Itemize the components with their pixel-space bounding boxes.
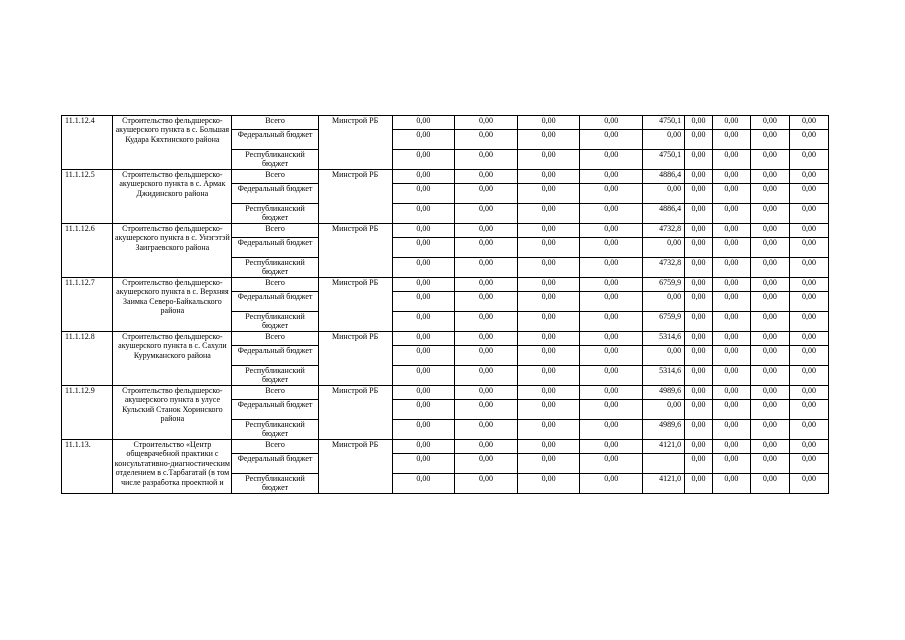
value-cell: 0,00 bbox=[712, 224, 750, 238]
value-cell: 0,00 bbox=[789, 346, 828, 366]
value-cell: 0,00 bbox=[789, 474, 828, 494]
value-cell: 0,00 bbox=[750, 366, 789, 386]
value-cell: 0,00 bbox=[685, 150, 713, 170]
value-cell: 5314,6 bbox=[643, 366, 685, 386]
value-cell: 0,00 bbox=[685, 258, 713, 278]
value-cell: 0,00 bbox=[712, 440, 750, 454]
value-cell: 0,00 bbox=[580, 150, 643, 170]
value-cell: 0,00 bbox=[789, 278, 828, 292]
value-cell: 0,00 bbox=[712, 366, 750, 386]
value-cell: 0,00 bbox=[712, 204, 750, 224]
value-cell: 0,00 bbox=[455, 440, 518, 454]
value-cell: 4732,8 bbox=[643, 224, 685, 238]
value-cell: 6759,9 bbox=[643, 312, 685, 332]
value-cell: 0,00 bbox=[517, 170, 580, 184]
value-cell: 0,00 bbox=[517, 386, 580, 400]
value-cell: 0,00 bbox=[517, 400, 580, 420]
value-cell: 4989,6 bbox=[643, 386, 685, 400]
value-cell: 0,00 bbox=[750, 258, 789, 278]
value-cell: 0,00 bbox=[392, 440, 455, 454]
value-cell: 0,00 bbox=[580, 332, 643, 346]
value-cell: 0,00 bbox=[580, 224, 643, 238]
value-cell: 0,00 bbox=[643, 400, 685, 420]
value-cell: 0,00 bbox=[643, 184, 685, 204]
value-cell: 0,00 bbox=[580, 292, 643, 312]
value-cell: 0,00 bbox=[392, 258, 455, 278]
value-cell: 0,00 bbox=[517, 278, 580, 292]
value-cell: 0,00 bbox=[517, 204, 580, 224]
table-row bbox=[62, 116, 829, 130]
value-cell: 0,00 bbox=[517, 130, 580, 150]
value-cell: 0,00 bbox=[455, 454, 518, 474]
value-cell: 0,00 bbox=[580, 278, 643, 292]
value-cell: 0,00 bbox=[580, 454, 643, 474]
value-cell: 0,00 bbox=[685, 116, 713, 130]
item-code: 11.1.12.7 bbox=[62, 278, 113, 332]
funding-source: Федеральный бюджет bbox=[232, 454, 318, 474]
value-cell: 0,00 bbox=[455, 474, 518, 494]
value-cell: 0,00 bbox=[750, 332, 789, 346]
value-cell: 0,00 bbox=[517, 346, 580, 366]
value-cell: 0,00 bbox=[392, 312, 455, 332]
value-cell: 0,00 bbox=[392, 400, 455, 420]
value-cell: 0,00 bbox=[685, 366, 713, 386]
value-cell: 0,00 bbox=[750, 386, 789, 400]
executor: Минстрой РБ bbox=[318, 332, 392, 386]
value-cell: 0,00 bbox=[789, 312, 828, 332]
value-cell bbox=[643, 454, 685, 474]
value-cell: 0,00 bbox=[712, 170, 750, 184]
funding-source: Федеральный бюджет bbox=[232, 130, 318, 150]
value-cell: 0,00 bbox=[712, 400, 750, 420]
value-cell: 0,00 bbox=[712, 454, 750, 474]
value-cell: 0,00 bbox=[750, 312, 789, 332]
funding-source: Всего bbox=[232, 116, 318, 130]
value-cell: 0,00 bbox=[580, 170, 643, 184]
value-cell: 0,00 bbox=[392, 292, 455, 312]
value-cell: 6759,9 bbox=[643, 278, 685, 292]
funding-source: Всего bbox=[232, 170, 318, 184]
funding-source: Всего bbox=[232, 224, 318, 238]
value-cell: 0,00 bbox=[685, 386, 713, 400]
value-cell: 0,00 bbox=[685, 292, 713, 312]
value-cell: 0,00 bbox=[580, 184, 643, 204]
value-cell: 0,00 bbox=[392, 150, 455, 170]
value-cell: 0,00 bbox=[789, 292, 828, 312]
value-cell: 0,00 bbox=[455, 292, 518, 312]
value-cell: 0,00 bbox=[517, 420, 580, 440]
value-cell: 0,00 bbox=[517, 332, 580, 346]
value-cell: 0,00 bbox=[789, 204, 828, 224]
table-row bbox=[62, 386, 829, 400]
value-cell: 0,00 bbox=[750, 184, 789, 204]
value-cell: 0,00 bbox=[643, 238, 685, 258]
value-cell: 4886,4 bbox=[643, 204, 685, 224]
funding-source: Республиканский бюджет bbox=[232, 150, 318, 170]
value-cell: 0,00 bbox=[789, 258, 828, 278]
value-cell: 0,00 bbox=[455, 150, 518, 170]
value-cell: 0,00 bbox=[392, 332, 455, 346]
executor: Минстрой РБ bbox=[318, 116, 392, 170]
value-cell: 4989,6 bbox=[643, 420, 685, 440]
value-cell: 0,00 bbox=[392, 184, 455, 204]
funding-source: Федеральный бюджет bbox=[232, 292, 318, 312]
value-cell: 0,00 bbox=[455, 400, 518, 420]
funding-source: Всего bbox=[232, 278, 318, 292]
value-cell: 0,00 bbox=[455, 420, 518, 440]
item-code: 11.1.12.6 bbox=[62, 224, 113, 278]
value-cell: 0,00 bbox=[685, 278, 713, 292]
value-cell: 0,00 bbox=[685, 346, 713, 366]
value-cell: 0,00 bbox=[712, 150, 750, 170]
value-cell: 4732,8 bbox=[643, 258, 685, 278]
funding-source: Всего bbox=[232, 332, 318, 346]
value-cell: 0,00 bbox=[712, 238, 750, 258]
value-cell: 0,00 bbox=[685, 238, 713, 258]
value-cell: 5314,6 bbox=[643, 332, 685, 346]
item-code: 11.1.12.4 bbox=[62, 116, 113, 170]
value-cell: 0,00 bbox=[685, 184, 713, 204]
value-cell: 0,00 bbox=[712, 278, 750, 292]
value-cell: 0,00 bbox=[455, 366, 518, 386]
value-cell: 0,00 bbox=[685, 400, 713, 420]
value-cell: 0,00 bbox=[685, 420, 713, 440]
value-cell: 0,00 bbox=[392, 130, 455, 150]
value-cell: 0,00 bbox=[455, 386, 518, 400]
value-cell: 0,00 bbox=[455, 130, 518, 150]
value-cell: 0,00 bbox=[685, 332, 713, 346]
funding-source: Республиканский бюджет bbox=[232, 204, 318, 224]
value-cell: 4750,1 bbox=[643, 150, 685, 170]
value-cell: 0,00 bbox=[712, 184, 750, 204]
item-name: Строительство фельдшерско-акушерского пункта в с. Унэгэтэй Заиграевского района bbox=[113, 224, 232, 278]
item-name: Строительство фельдшерско-акушерского пункта в с. Большая Кудара Кяхтинского района bbox=[113, 116, 232, 170]
value-cell: 0,00 bbox=[392, 474, 455, 494]
executor: Минстрой РБ bbox=[318, 224, 392, 278]
value-cell: 0,00 bbox=[685, 224, 713, 238]
item-name: Строительство фельдшерско-акушерского пункта в с. Верхняя Заимка Северо-Байкальского района bbox=[113, 278, 232, 332]
value-cell: 0,00 bbox=[455, 204, 518, 224]
value-cell: 0,00 bbox=[789, 420, 828, 440]
value-cell: 4121,0 bbox=[643, 474, 685, 494]
value-cell: 0,00 bbox=[750, 292, 789, 312]
value-cell: 0,00 bbox=[517, 116, 580, 130]
executor: Минстрой РБ bbox=[318, 278, 392, 332]
value-cell: 0,00 bbox=[712, 332, 750, 346]
value-cell: 0,00 bbox=[685, 474, 713, 494]
value-cell: 0,00 bbox=[685, 130, 713, 150]
value-cell: 0,00 bbox=[580, 400, 643, 420]
value-cell: 0,00 bbox=[643, 346, 685, 366]
value-cell: 0,00 bbox=[685, 312, 713, 332]
value-cell: 0,00 bbox=[580, 204, 643, 224]
value-cell: 0,00 bbox=[750, 238, 789, 258]
value-cell: 0,00 bbox=[517, 224, 580, 238]
funding-source: Всего bbox=[232, 440, 318, 454]
funding-source: Всего bbox=[232, 386, 318, 400]
value-cell: 0,00 bbox=[517, 292, 580, 312]
value-cell: 0,00 bbox=[750, 150, 789, 170]
value-cell: 0,00 bbox=[517, 238, 580, 258]
item-code: 11.1.13. bbox=[62, 440, 113, 494]
value-cell: 0,00 bbox=[750, 224, 789, 238]
funding-source: Федеральный бюджет bbox=[232, 184, 318, 204]
table-row bbox=[62, 170, 829, 184]
value-cell: 0,00 bbox=[517, 474, 580, 494]
value-cell: 0,00 bbox=[517, 312, 580, 332]
value-cell: 0,00 bbox=[712, 474, 750, 494]
value-cell: 0,00 bbox=[712, 130, 750, 150]
value-cell: 0,00 bbox=[580, 130, 643, 150]
value-cell: 0,00 bbox=[517, 454, 580, 474]
value-cell: 0,00 bbox=[392, 204, 455, 224]
value-cell: 0,00 bbox=[580, 238, 643, 258]
item-code: 11.1.12.9 bbox=[62, 386, 113, 440]
table-body bbox=[62, 116, 829, 494]
value-cell: 0,00 bbox=[750, 116, 789, 130]
value-cell: 0,00 bbox=[789, 238, 828, 258]
funding-source: Федеральный бюджет bbox=[232, 346, 318, 366]
value-cell: 0,00 bbox=[392, 278, 455, 292]
value-cell: 0,00 bbox=[750, 170, 789, 184]
value-cell: 4886,4 bbox=[643, 170, 685, 184]
budget-table bbox=[61, 115, 829, 494]
value-cell: 0,00 bbox=[455, 224, 518, 238]
value-cell: 0,00 bbox=[789, 454, 828, 474]
value-cell: 0,00 bbox=[580, 440, 643, 454]
value-cell: 0,00 bbox=[455, 116, 518, 130]
value-cell: 0,00 bbox=[392, 170, 455, 184]
value-cell: 0,00 bbox=[789, 170, 828, 184]
value-cell: 0,00 bbox=[685, 454, 713, 474]
value-cell: 0,00 bbox=[789, 400, 828, 420]
value-cell: 0,00 bbox=[580, 312, 643, 332]
executor: Минстрой РБ bbox=[318, 386, 392, 440]
value-cell: 4750,1 bbox=[643, 116, 685, 130]
value-cell: 0,00 bbox=[789, 366, 828, 386]
value-cell: 4121,0 bbox=[643, 440, 685, 454]
item-code: 11.1.12.5 bbox=[62, 170, 113, 224]
value-cell: 0,00 bbox=[455, 258, 518, 278]
value-cell: 0,00 bbox=[455, 170, 518, 184]
value-cell: 0,00 bbox=[712, 312, 750, 332]
value-cell: 0,00 bbox=[750, 400, 789, 420]
value-cell: 0,00 bbox=[750, 420, 789, 440]
value-cell: 0,00 bbox=[392, 386, 455, 400]
value-cell: 0,00 bbox=[712, 386, 750, 400]
item-code: 11.1.12.8 bbox=[62, 332, 113, 386]
value-cell: 0,00 bbox=[517, 184, 580, 204]
value-cell: 0,00 bbox=[789, 150, 828, 170]
value-cell: 0,00 bbox=[580, 116, 643, 130]
value-cell: 0,00 bbox=[750, 204, 789, 224]
value-cell: 0,00 bbox=[392, 346, 455, 366]
value-cell: 0,00 bbox=[750, 454, 789, 474]
item-name: Строительство фельдшерско-акушерского пункта в с. Сахули Курумканского района bbox=[113, 332, 232, 386]
value-cell: 0,00 bbox=[517, 150, 580, 170]
value-cell: 0,00 bbox=[392, 224, 455, 238]
value-cell: 0,00 bbox=[455, 184, 518, 204]
value-cell: 0,00 bbox=[517, 440, 580, 454]
value-cell: 0,00 bbox=[392, 420, 455, 440]
value-cell: 0,00 bbox=[392, 366, 455, 386]
value-cell: 0,00 bbox=[643, 292, 685, 312]
value-cell: 0,00 bbox=[789, 224, 828, 238]
value-cell: 0,00 bbox=[685, 204, 713, 224]
value-cell: 0,00 bbox=[580, 420, 643, 440]
value-cell: 0,00 bbox=[750, 474, 789, 494]
funding-source: Республиканский бюджет bbox=[232, 474, 318, 494]
value-cell: 0,00 bbox=[789, 386, 828, 400]
value-cell: 0,00 bbox=[580, 474, 643, 494]
value-cell: 0,00 bbox=[392, 238, 455, 258]
table-row bbox=[62, 224, 829, 238]
funding-source: Республиканский бюджет bbox=[232, 312, 318, 332]
funding-source: Республиканский бюджет bbox=[232, 258, 318, 278]
value-cell: 0,00 bbox=[712, 116, 750, 130]
value-cell: 0,00 bbox=[789, 184, 828, 204]
funding-source: Федеральный бюджет bbox=[232, 400, 318, 420]
value-cell: 0,00 bbox=[392, 116, 455, 130]
value-cell: 0,00 bbox=[712, 346, 750, 366]
value-cell: 0,00 bbox=[750, 346, 789, 366]
value-cell: 0,00 bbox=[517, 366, 580, 386]
value-cell: 0,00 bbox=[455, 312, 518, 332]
value-cell: 0,00 bbox=[789, 332, 828, 346]
value-cell: 0,00 bbox=[750, 278, 789, 292]
value-cell: 0,00 bbox=[712, 258, 750, 278]
value-cell: 0,00 bbox=[580, 346, 643, 366]
table-row bbox=[62, 440, 829, 454]
value-cell: 0,00 bbox=[455, 238, 518, 258]
item-name: Строительство «Центр общеврачебной практики с консультативно-диагностическим отделением в с.Тарбагатай (в том числе разработка проектной и bbox=[113, 440, 232, 494]
value-cell: 0,00 bbox=[580, 386, 643, 400]
value-cell: 0,00 bbox=[750, 130, 789, 150]
item-name: Строительство фельдшерско-акушерского пункта в с. Армак Джидинского района bbox=[113, 170, 232, 224]
value-cell: 0,00 bbox=[455, 346, 518, 366]
value-cell: 0,00 bbox=[455, 332, 518, 346]
value-cell: 0,00 bbox=[789, 130, 828, 150]
funding-source: Республиканский бюджет bbox=[232, 420, 318, 440]
executor: Минстрой РБ bbox=[318, 440, 392, 494]
value-cell: 0,00 bbox=[517, 258, 580, 278]
value-cell: 0,00 bbox=[685, 170, 713, 184]
value-cell: 0,00 bbox=[580, 366, 643, 386]
table-row bbox=[62, 332, 829, 346]
value-cell: 0,00 bbox=[685, 440, 713, 454]
value-cell: 0,00 bbox=[392, 454, 455, 474]
value-cell: 0,00 bbox=[580, 258, 643, 278]
value-cell: 0,00 bbox=[712, 420, 750, 440]
item-name: Строительство фельдшерско-акушерского пункта в улусе Кульский Станок Хоринского района bbox=[113, 386, 232, 440]
value-cell: 0,00 bbox=[455, 278, 518, 292]
value-cell: 0,00 bbox=[750, 440, 789, 454]
value-cell: 0,00 bbox=[712, 292, 750, 312]
table-row bbox=[62, 278, 829, 292]
value-cell: 0,00 bbox=[789, 440, 828, 454]
executor: Минстрой РБ bbox=[318, 170, 392, 224]
funding-source: Республиканский бюджет bbox=[232, 366, 318, 386]
value-cell: 0,00 bbox=[789, 116, 828, 130]
value-cell: 0,00 bbox=[643, 130, 685, 150]
funding-source: Федеральный бюджет bbox=[232, 238, 318, 258]
